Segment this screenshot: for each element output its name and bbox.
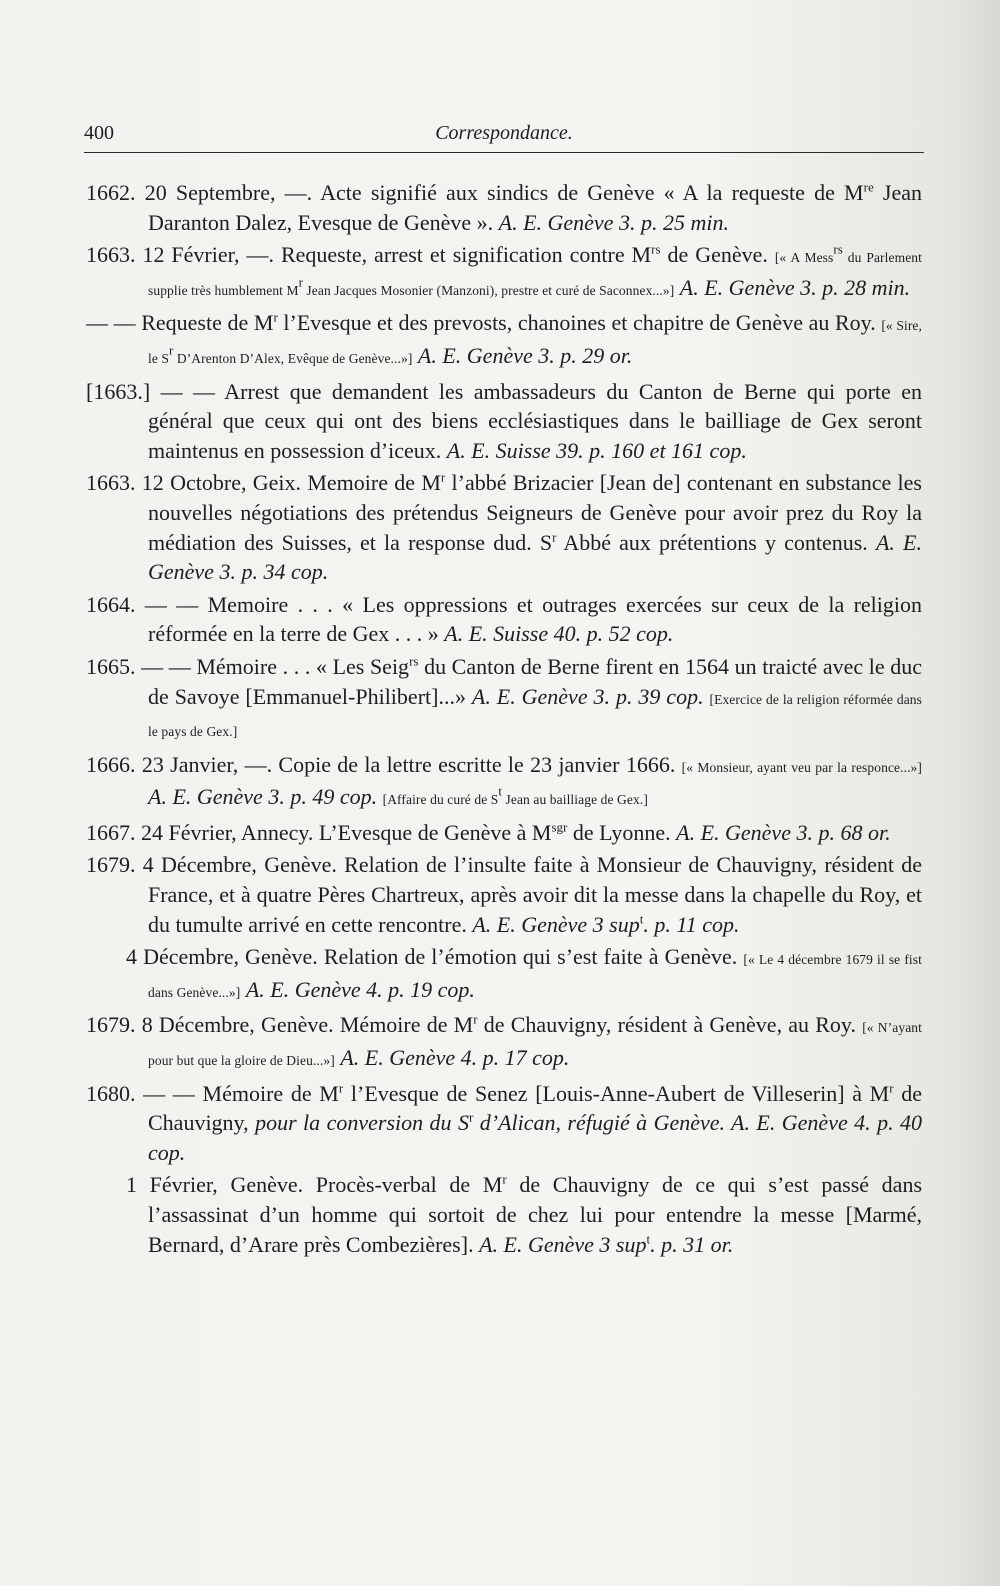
superscript: sgr xyxy=(551,819,568,835)
entry-text: de Chauvigny, xyxy=(148,1080,923,1136)
superscript: r xyxy=(298,274,303,290)
entry xyxy=(86,590,922,649)
entry xyxy=(86,942,922,1007)
entry-text: de Chauvigny de ce qui s’est passé dans l’assassinat d’un homme qui sortoit de chez lui pour entendre la messe [Marmé, Bernard, d’Arare près Combezières]. xyxy=(148,1172,923,1257)
entry-text: 1662. 20 Septembre, —. Acte signifié aux sindics de Genève « A la requeste de M xyxy=(86,180,864,205)
entry xyxy=(86,178,922,237)
entry-text: — — Requeste de M xyxy=(86,310,274,336)
entry-text: 1663. 12 Octobre, Geix. Memoire de M xyxy=(86,470,441,496)
entry xyxy=(86,1170,922,1259)
entry-text: A. E. Genève 3. p. 29 or. xyxy=(417,342,633,368)
entry-text: Jean au bailliage de Gex.] xyxy=(502,792,648,808)
superscript: r xyxy=(889,1080,894,1096)
entry-text: A. E. Genève 3. p. 49 cop. xyxy=(148,784,378,810)
entry-text: A. E. Genève 3. p. 34 cop. xyxy=(148,529,922,585)
entry-text: du Parlement supplie très humblement M xyxy=(148,250,922,298)
entry xyxy=(86,818,922,848)
entry-text: D’Arenton D’Alex, Evêque de Genève...»] xyxy=(173,350,413,366)
superscript: t xyxy=(639,911,644,927)
superscript: r xyxy=(552,529,557,545)
entry-text: 1680. — — Mémoire de M xyxy=(86,1080,339,1106)
superscript: r xyxy=(440,470,446,486)
entry-text: 1679. 8 Décembre, Genève. Mémoire de M xyxy=(86,1012,474,1038)
entry-text: A. E. Genève 3 sup xyxy=(479,1231,647,1257)
superscript: re xyxy=(863,179,874,195)
superscript: rs xyxy=(409,653,419,669)
entry-text: de Genève. xyxy=(660,242,775,268)
entry-text: . p. 11 cop. xyxy=(643,911,740,937)
entry-text: d’Alican, réfugié à Genève. A. E. Genève 4. p. 40 cop. xyxy=(148,1110,923,1165)
superscript: r xyxy=(169,342,174,358)
entry-text: A. E. Genève 3 sup xyxy=(472,911,640,937)
entry-text: [1663.] — — Arrest que demandent les ambassadeurs du Canton de Berne qui porte en général que ceux qui ont des biens ecclésiastiques dans le bailliage de Gex seront maintenus en possession d’iceux. xyxy=(86,378,922,463)
entry-text: [Affaire du curé de S xyxy=(382,792,499,808)
entry-text: A. E. Genève 3. p. 39 cop. xyxy=(471,683,704,709)
entry xyxy=(86,750,922,815)
superscript: rs xyxy=(833,241,843,257)
entry-text: A. E. Genève 3. p. 68 or. xyxy=(676,819,891,845)
entry-text: 1665. — — Mémoire . . . « Les Seig xyxy=(86,653,410,679)
superscript: r xyxy=(468,1109,474,1125)
entry-text: 4 Décembre, Genève. Relation de l’émotion qui s’est faite à Genève. xyxy=(126,944,744,970)
entry-text: . p. 31 or. xyxy=(650,1231,734,1257)
entry xyxy=(86,1079,922,1168)
entry-text: A. E. Genève 4. p. 19 cop. xyxy=(245,976,475,1002)
entry xyxy=(86,850,922,939)
superscript: r xyxy=(338,1080,344,1096)
entry-text: A. E. Genève 3. p. 25 min. xyxy=(498,209,729,235)
superscript: r xyxy=(502,1172,507,1188)
superscript: r xyxy=(273,310,278,326)
entry-text: de Lyonne. xyxy=(567,819,677,845)
entry xyxy=(86,1010,922,1075)
superscript: t xyxy=(498,783,503,799)
entry xyxy=(86,468,922,586)
entry xyxy=(86,652,922,747)
running-title: Correspondance. xyxy=(435,122,573,144)
entry xyxy=(86,377,922,466)
entry xyxy=(86,308,922,373)
entry-text: Abbé aux prétentions y contenus. xyxy=(556,529,876,555)
entry-text: 1663. 12 Février, —. Requeste, arrest et signification contre M xyxy=(86,242,652,268)
entry-text: pour la conversion du S xyxy=(255,1110,469,1136)
entry-text: 1679. 4 Décembre, Genève. Relation de l’insulte faite à Monsieur de Chauvigny, résident de France, et à quatre Pères Chartreux, après avoir dit la messe dans la chapelle du Roy, et du tumulte arrivé en cette rencontre. xyxy=(86,852,922,937)
entry-text: A. E. Genève 3. p. 28 min. xyxy=(679,274,911,300)
entry-text: [« Le 4 décembre 1679 il se fist dans Genève...»] xyxy=(148,952,922,1000)
entry-text: A. E. Suisse 40. p. 52 cop. xyxy=(444,621,674,647)
entry-text: l’Evesque de Senez [Louis-Anne-Aubert de Villeserin] à M xyxy=(343,1080,890,1106)
entry-text: Jean Jacques Mosonier (Manzoni), prestre et curé de Saconnex...»] xyxy=(302,282,675,298)
entry-text: du Canton de Berne firent en 1564 un traicté avec le duc de Savoye [Emmanuel-Philibert]...» xyxy=(148,653,922,709)
entry-text: A. E. Genève 4. p. 17 cop. xyxy=(340,1045,570,1071)
entry-text: [Exercice de la religion réformée dans le pays de Gex.] xyxy=(148,691,922,740)
entry-text: [« N’ayant pour but que la gloire de Dieu...»] xyxy=(148,1020,922,1069)
superscript: r xyxy=(473,1012,478,1028)
entry-text: [« Monsieur, ayant veu par la responce...»] xyxy=(681,759,922,775)
superscript: rs xyxy=(651,241,661,257)
entry-text: l’abbé Brizacier [Jean de] contenant en substance les nouvelles négotiations des prétendus Seigneurs de Genève pour avoir prez du Roy la médiation des Suisses, et la response dud. S xyxy=(148,470,922,555)
entry-text: [« Sire, le S xyxy=(148,318,922,366)
entry-text: Jean Daranton Dalez, Evesque de Genève ». xyxy=(148,180,923,235)
entry-text: l’Evesque et des prevosts, chanoines et chapitre de Genève au Roy. xyxy=(277,310,882,336)
entry-text: 1 Février, Genève. Procès-verbal de M xyxy=(126,1172,503,1198)
entry-text: 1667. 24 Février, Annecy. L’Evesque de Genève à M xyxy=(86,819,552,845)
entry xyxy=(86,240,922,305)
page-number: 400 xyxy=(84,122,114,144)
entry-text: 1666. 23 Janvier, —. Copie de la lettre escritte le 23 janvier 1666. xyxy=(86,751,682,777)
entry-text: de Chauvigny, résident à Genève, au Roy. xyxy=(477,1012,863,1038)
page-header xyxy=(84,118,924,153)
superscript: t xyxy=(646,1231,651,1247)
entry-text: [« A Mess xyxy=(774,250,834,266)
entry-text: 1664. — — Memoire . . . « Les oppressions et outrages exercées sur ceux de la religion réformée en la terre de Gex . . . » xyxy=(86,591,922,647)
entry-text: A. E. Suisse 39. p. 160 et 161 cop. xyxy=(446,437,747,463)
entries-list xyxy=(86,178,922,1262)
